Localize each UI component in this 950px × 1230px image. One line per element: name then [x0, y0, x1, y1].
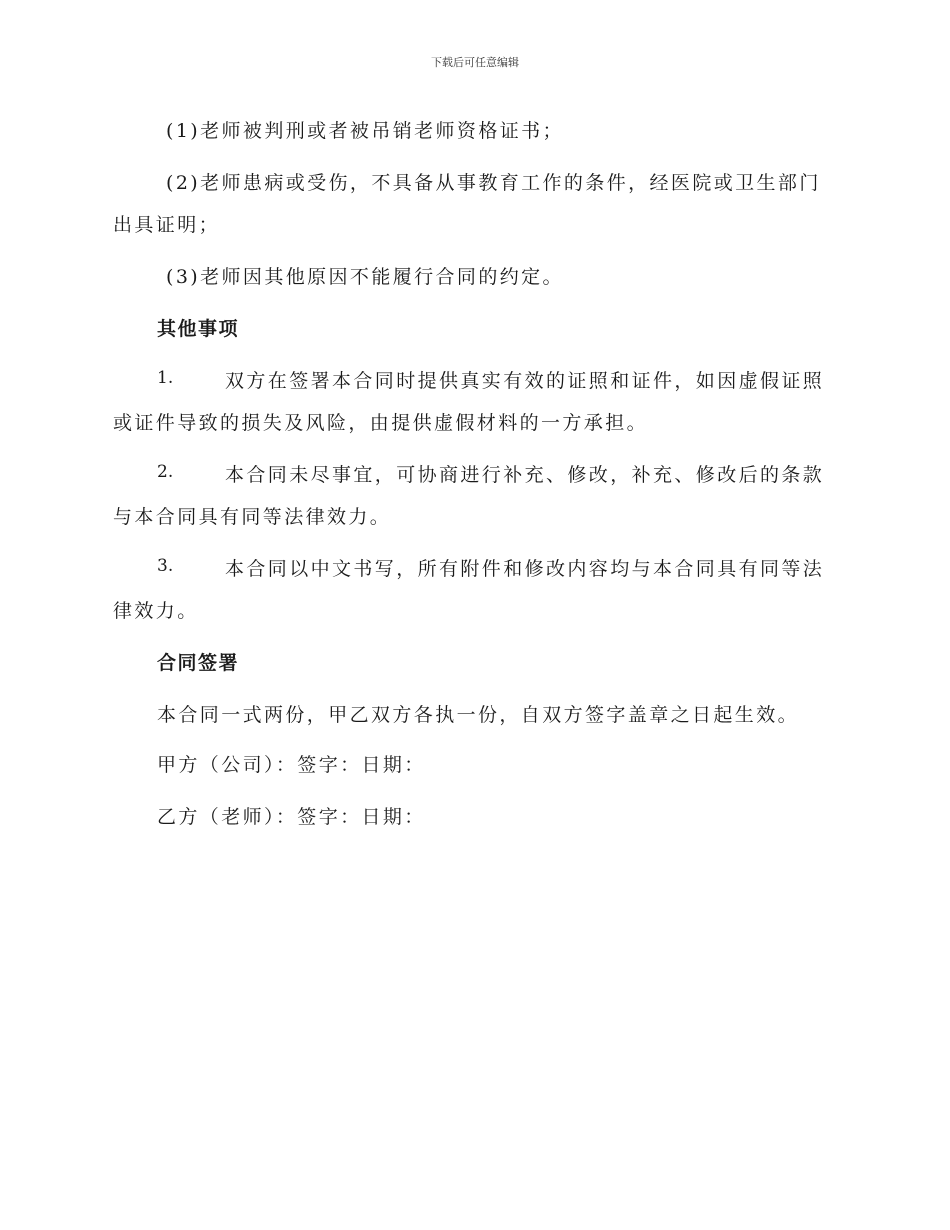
termination-item-1: (1)老师被判刑或者被吊销老师资格证书；	[166, 120, 564, 142]
other-matters-item-3-line2: 律效力。	[113, 600, 199, 622]
other-matters-item-1-line1: 双方在签署本合同时提供真实有效的证照和证件，如因虚假证照	[225, 370, 825, 392]
item-number: 1.	[157, 368, 174, 388]
termination-item-3: (3)老师因其他原因不能履行合同的约定。	[166, 266, 564, 288]
signing-heading: 合同签署	[157, 652, 240, 674]
item-number: 2.	[157, 462, 174, 482]
termination-item-2-line2: 出具证明；	[113, 214, 221, 236]
party-a-line: 甲方（公司）：签字：日期：	[157, 754, 426, 776]
signing-text: 本合同一式两份，甲乙双方各执一份，自双方签字盖章之日起生效。	[157, 704, 800, 726]
termination-item-2-line1: (2)老师患病或受伤，不具备从事教育工作的条件，经医院或卫生部门	[166, 172, 821, 194]
item-number: 3.	[157, 556, 174, 576]
party-b-line: 乙方（老师）：签字：日期：	[157, 806, 426, 828]
other-matters-item-3-line1: 本合同以中文书写，所有附件和修改内容均与本合同具有同等法	[225, 558, 825, 580]
other-matters-item-2-line2: 与本合同具有同等法律效力。	[113, 506, 392, 528]
other-matters-item-1-line2: 或证件导致的损失及风险，由提供虚假材料的一方承担。	[113, 412, 649, 434]
other-matters-item-2-line1: 本合同未尽事宜，可协商进行补充、修改，补充、修改后的条款	[225, 464, 825, 486]
other-matters-heading: 其他事项	[157, 318, 240, 340]
page-header: 下载后可任意编辑	[431, 56, 519, 69]
